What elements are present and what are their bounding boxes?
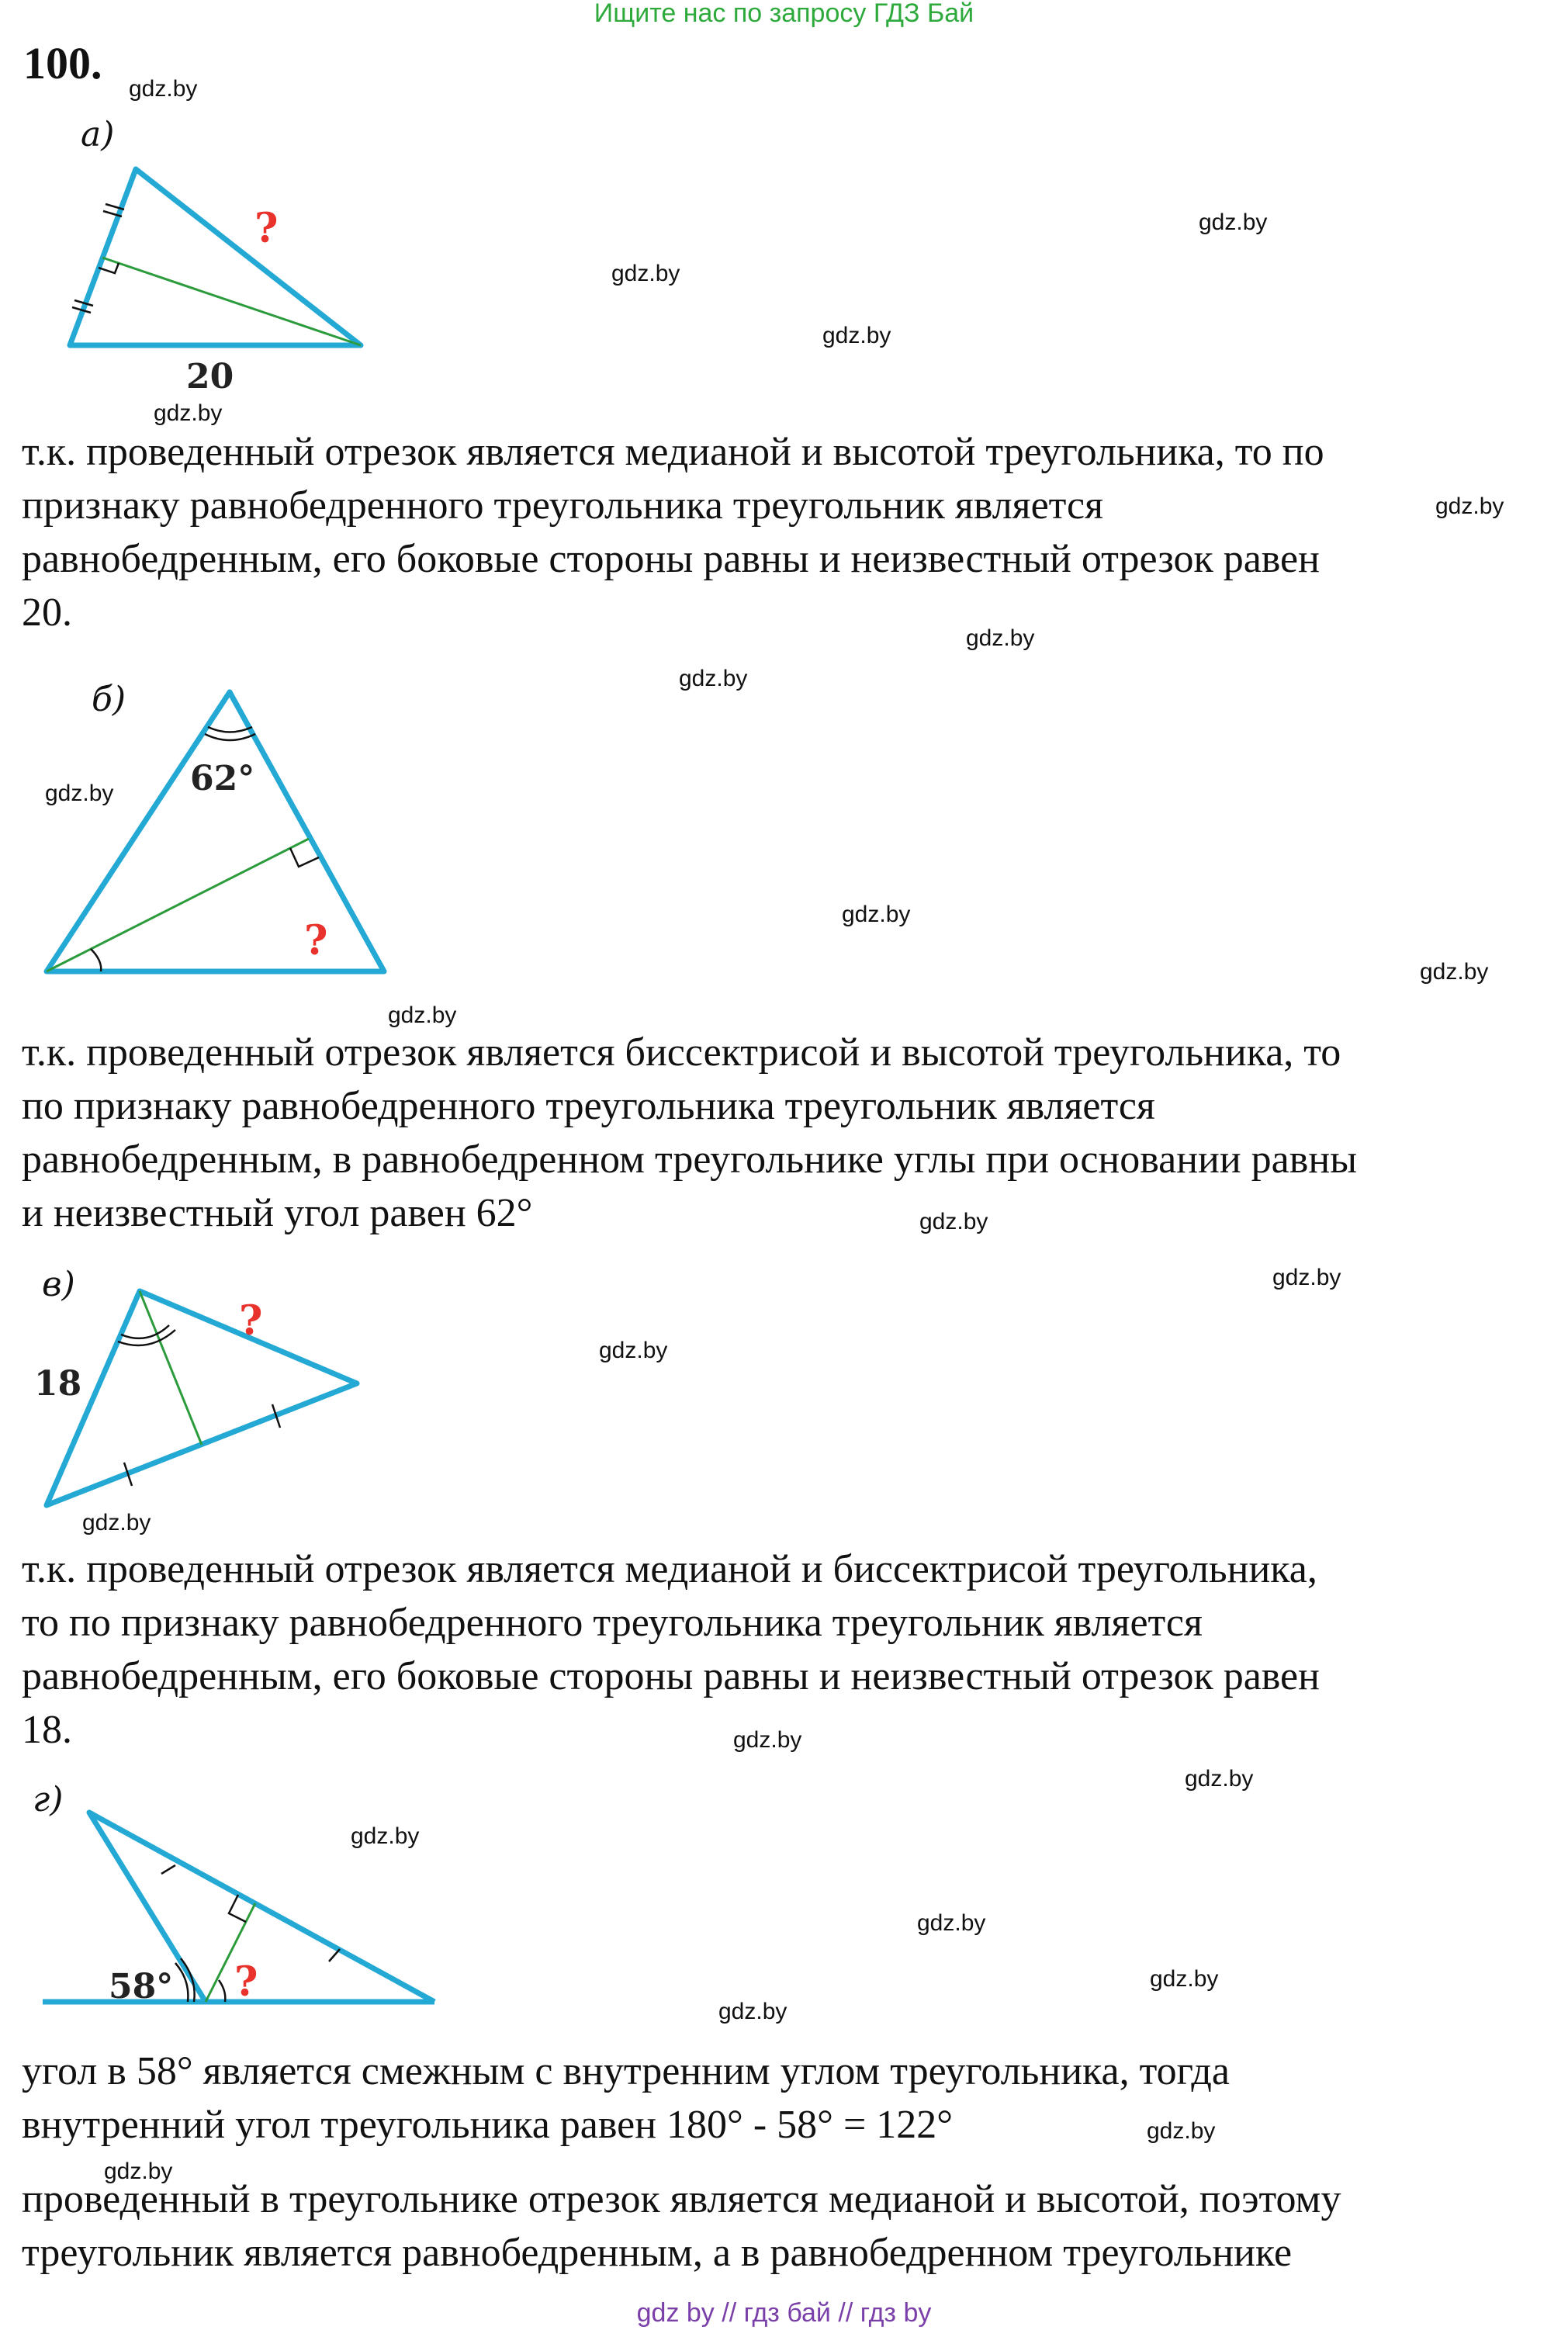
watermark: gdz.by xyxy=(611,261,680,286)
watermark: gdz.by xyxy=(1435,493,1504,519)
question-mark-v: ? xyxy=(239,1297,263,1345)
solution-g-part1 xyxy=(22,2044,1554,2152)
text-line: треугольник является равнобедренным, а в равнобедренном треугольнике xyxy=(22,2231,1293,2275)
watermark: gdz.by xyxy=(718,1999,787,2024)
figure-g-letter: г) xyxy=(33,1780,64,1819)
text-line: равнобедренным, его боковые стороны равны и неизвестный отрезок равен xyxy=(22,537,1320,581)
triangle-v xyxy=(47,1291,357,1505)
watermark: gdz.by xyxy=(45,781,114,806)
angle-label-g: 58° xyxy=(109,1967,174,2006)
watermark: gdz.by xyxy=(733,1727,802,1753)
segment-b xyxy=(47,839,309,971)
watermark: gdz.by xyxy=(842,902,911,927)
text-line: по признаку равнобедренного треугольника треугольник является xyxy=(22,1084,1155,1128)
watermark: gdz.by xyxy=(82,1510,151,1535)
text-line: признаку равнобедренного треугольника треугольник является xyxy=(22,483,1104,528)
figure-v-letter: в) xyxy=(42,1265,75,1304)
angle-arc-b-apex-2 xyxy=(205,734,255,740)
watermark: gdz.by xyxy=(1147,2118,1216,2144)
text-line: равнобедренным, в равнобедренном треугольнике углы при основании равны xyxy=(22,1137,1358,1182)
text-line: т.к. проведенный отрезок является медианой и биссектрисой треугольника, xyxy=(22,1547,1317,1591)
side-label-v: 18 xyxy=(34,1364,82,1404)
figure-g xyxy=(31,1777,450,2025)
question-mark-a: ? xyxy=(254,205,279,252)
solution-b xyxy=(22,1026,1554,1240)
tick-mark-g-2 xyxy=(329,1949,340,1961)
text-line: 20. xyxy=(22,590,72,635)
triangle-b xyxy=(47,692,384,971)
figure-a-letter: а) xyxy=(81,115,115,154)
solution-v xyxy=(22,1542,1554,1757)
text-line: внутренний угол треугольника равен 180° - 58° = 122° xyxy=(22,2103,954,2147)
watermark: gdz.by xyxy=(1272,1265,1341,1290)
text-line: проведенный в треугольнике отрезок является медианой и высотой, поэтому xyxy=(22,2177,1341,2221)
angle-arc-v xyxy=(121,1325,169,1338)
question-mark-b: ? xyxy=(304,917,328,964)
watermark: gdz.by xyxy=(1199,209,1268,235)
triangle-a xyxy=(70,169,361,345)
watermark: gdz.by xyxy=(1420,959,1489,985)
footer: gdz by // гдз бай // гдз by xyxy=(636,2298,932,2328)
watermark: gdz.by xyxy=(1150,1966,1219,1992)
watermark: gdz.by xyxy=(599,1338,668,1363)
figure-b-letter: б) xyxy=(92,680,126,719)
watermark: gdz.by xyxy=(129,76,198,102)
figure-b xyxy=(31,675,419,993)
text-line: т.к. проведенный отрезок является биссектрисой и высотой треугольника, то xyxy=(22,1030,1341,1075)
segment-a xyxy=(102,258,361,345)
watermark: gdz.by xyxy=(351,1823,420,1849)
angle-label-b: 62° xyxy=(190,759,255,798)
task-number: 100. xyxy=(23,38,102,88)
base-label-a: 20 xyxy=(186,357,234,396)
top-banner: Ищите нас по запросу ГДЗ Бай xyxy=(594,0,974,28)
angle-arc-g-3 xyxy=(219,1980,225,2002)
watermark: gdz.by xyxy=(104,2159,173,2184)
watermark: gdz.by xyxy=(822,323,891,348)
solution-a xyxy=(22,425,1554,639)
text-line: и неизвестный угол равен 62° xyxy=(22,1191,533,1235)
text-line: то по признаку равнобедренного треугольника треугольник является xyxy=(22,1601,1203,1645)
watermark: gdz.by xyxy=(679,666,748,691)
text-line: т.к. проведенный отрезок является медианой и высотой треугольника, то по xyxy=(22,430,1324,474)
watermark: gdz.by xyxy=(1185,1766,1254,1792)
watermark: gdz.by xyxy=(917,1910,986,1936)
text-line: 18. xyxy=(22,1708,72,1752)
text-line: равнобедренным, его боковые стороны равны и неизвестный отрезок равен xyxy=(22,1654,1320,1698)
figure-a xyxy=(62,116,403,403)
text-line: угол в 58° является смежным с внутренним углом треугольника, тогда xyxy=(22,2049,1230,2093)
angle-arc-b-left xyxy=(91,949,101,971)
angle-arc-b-apex xyxy=(208,727,252,732)
figure-v xyxy=(31,1265,388,1521)
question-mark-g: ? xyxy=(234,1958,258,2006)
watermark: gdz.by xyxy=(154,400,223,426)
watermark: gdz.by xyxy=(388,1002,457,1028)
solution-g-part2 xyxy=(22,2173,1554,2280)
watermark: gdz.by xyxy=(966,625,1035,651)
watermark: gdz.by xyxy=(919,1209,988,1234)
tick-mark-g-1 xyxy=(161,1865,175,1874)
